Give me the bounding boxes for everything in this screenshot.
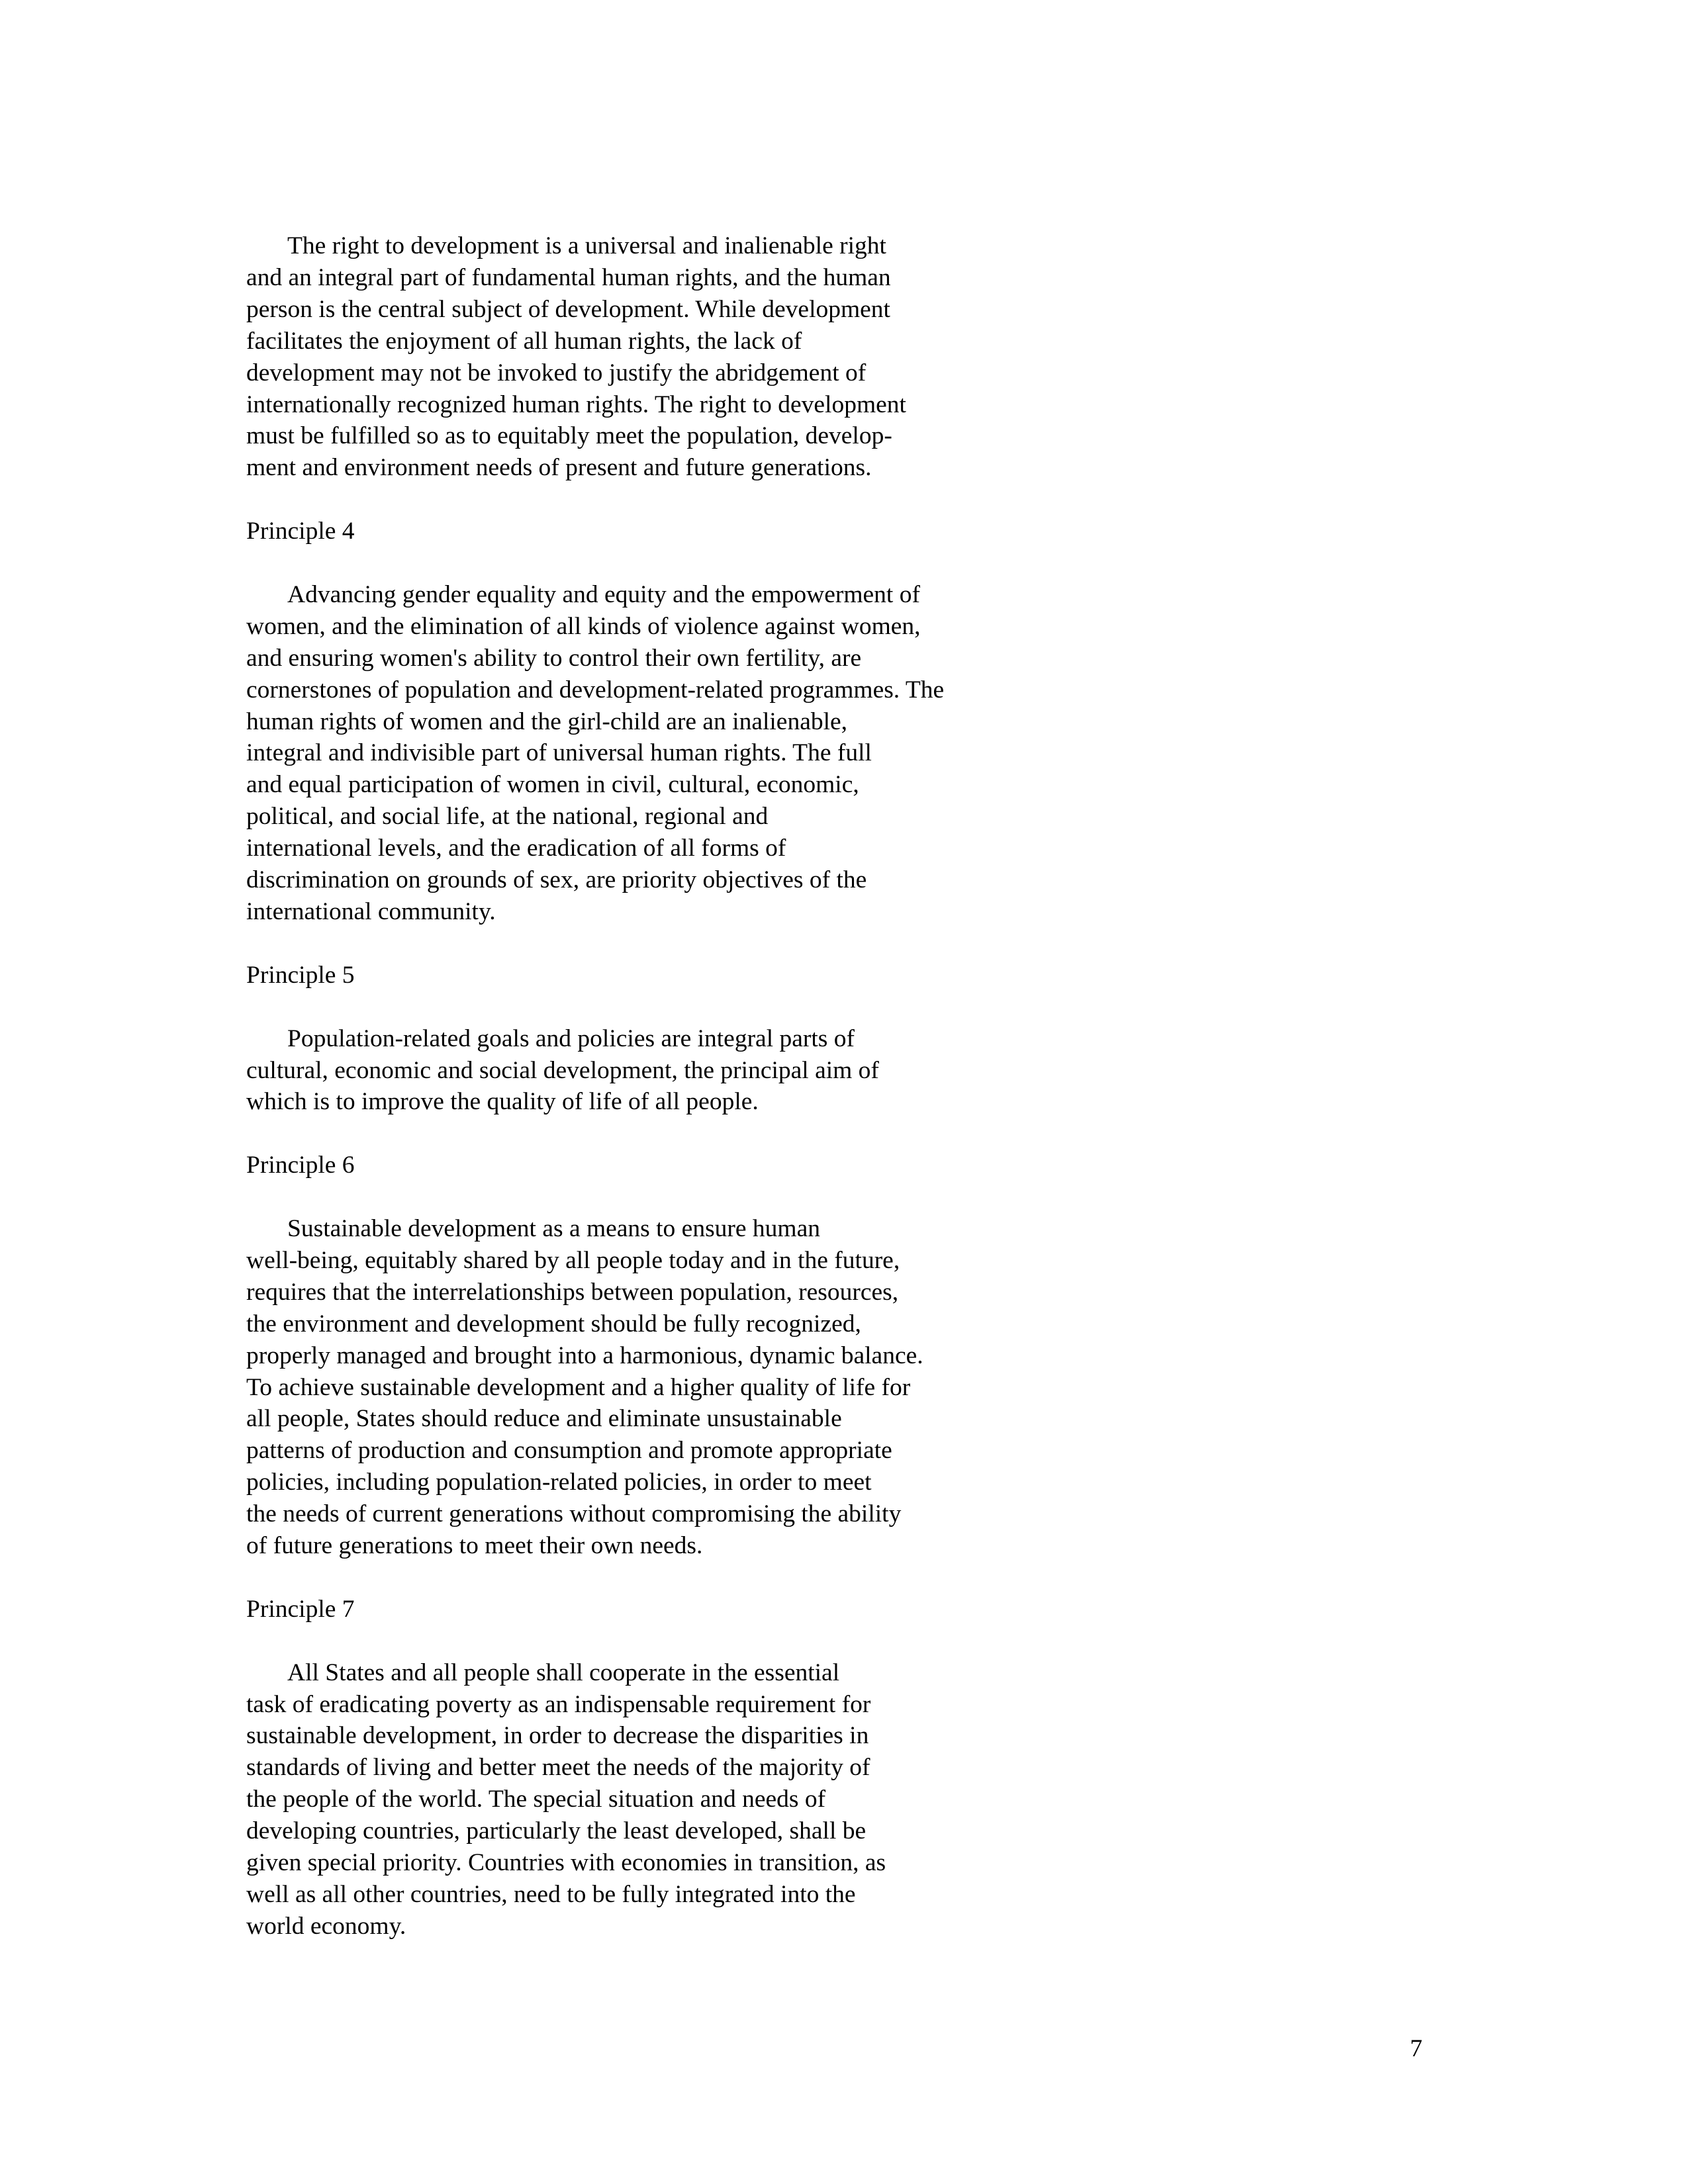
text-line: policies, including population-related policies, in order to meet: [246, 1469, 872, 1496]
text-line: Advancing gender equality and equity and the empowerment of: [287, 580, 920, 608]
text-line: cornerstones of population and development-related programmes. The: [246, 676, 945, 704]
text-line: properly managed and brought into a harmonious, dynamic balance.: [246, 1342, 923, 1369]
text-line: ment and environment needs of present and future generations.: [246, 454, 872, 482]
text-line: and ensuring women's ability to control their own fertility, are: [246, 644, 862, 672]
text-line: international levels, and the eradication of all forms of: [246, 835, 786, 862]
text-line: task of eradicating poverty as an indispensable requirement for: [246, 1690, 871, 1718]
text-line: the needs of current generations without compromising the ability: [246, 1500, 902, 1528]
text-line: To achieve sustainable development and a higher quality of life for: [246, 1373, 911, 1401]
text-line: and an integral part of fundamental human rights, and the human: [246, 263, 891, 291]
text-line: well as all other countries, need to be fully integrated into the: [246, 1881, 856, 1908]
text-line: must be fulfilled so as to equitably meet the population, develop-: [246, 422, 892, 450]
text-line: political, and social life, at the national, regional and: [246, 803, 769, 831]
text-line: the environment and development should be fully recognized,: [246, 1310, 861, 1338]
text-line: international community.: [246, 898, 496, 925]
principle-7-heading: Principle 7: [246, 1595, 355, 1623]
document-body: [246, 230, 1438, 1942]
principle-6-paragraph: [246, 1213, 1438, 1562]
text-line: well-being, equitably shared by all people today and in the future,: [246, 1246, 900, 1274]
text-line: and equal participation of women in civil, cultural, economic,: [246, 771, 859, 799]
text-line: person is the central subject of development. While development: [246, 295, 890, 323]
text-line: of future generations to meet their own needs.: [246, 1532, 703, 1560]
text-line: the people of the world. The special situation and needs of: [246, 1786, 826, 1813]
text-line: sustainable development, in order to decrease the disparities in: [246, 1722, 869, 1750]
principle-5-heading: Principle 5: [246, 961, 355, 989]
text-line: Sustainable development as a means to ensure human: [287, 1215, 820, 1242]
page-number: 7: [1410, 2035, 1423, 2062]
principle-4-paragraph: [246, 579, 1438, 928]
text-line: women, and the elimination of all kinds of violence against women,: [246, 612, 921, 640]
principle-7-paragraph: [246, 1657, 1438, 1942]
principle-6-heading: Principle 6: [246, 1152, 355, 1179]
text-line: which is to improve the quality of life of all people.: [246, 1088, 759, 1116]
paragraph-right-to-development: [246, 230, 1438, 484]
text-line: requires that the interrelationships between population, resources,: [246, 1278, 899, 1306]
text-line: standards of living and better meet the needs of the majority of: [246, 1754, 870, 1782]
text-line: development may not be invoked to justify the abridgement of: [246, 359, 867, 387]
text-line: developing countries, particularly the least developed, shall be: [246, 1817, 867, 1845]
text-line: internationally recognized human rights. The right to development: [246, 390, 906, 418]
text-line: The right to development is a universal and inalienable right: [287, 232, 886, 259]
text-line: patterns of production and consumption and promote appropriate: [246, 1437, 892, 1465]
text-line: world economy.: [246, 1912, 406, 1940]
principle-5-paragraph: [246, 1023, 1438, 1118]
text-line: integral and indivisible part of universal human rights. The full: [246, 739, 872, 767]
text-line: discrimination on grounds of sex, are priority objectives of the: [246, 866, 867, 894]
text-line: facilitates the enjoyment of all human rights, the lack of: [246, 327, 802, 355]
text-line: cultural, economic and social development, the principal aim of: [246, 1056, 879, 1084]
text-line: human rights of women and the girl-child are an inalienable,: [246, 707, 848, 735]
text-line: given special priority. Countries with economies in transition, as: [246, 1849, 886, 1877]
text-line: all people, States should reduce and eliminate unsustainable: [246, 1405, 842, 1433]
text-line: All States and all people shall cooperate in the essential: [287, 1659, 840, 1686]
principle-4-heading: Principle 4: [246, 518, 355, 545]
text-line: Population-related goals and policies are integral parts of: [287, 1024, 855, 1052]
